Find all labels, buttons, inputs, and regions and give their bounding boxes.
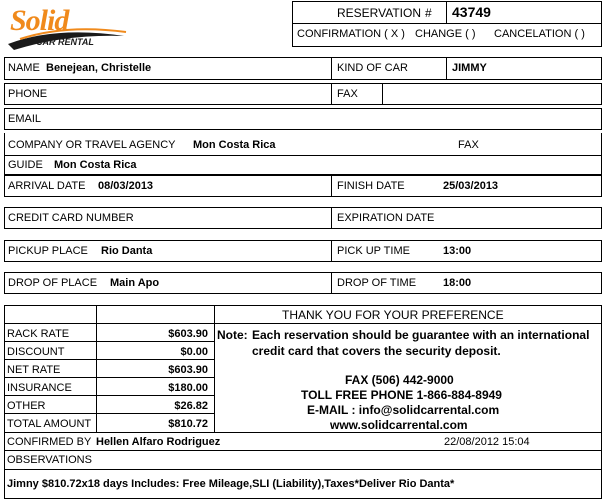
pickup-row <box>4 240 602 262</box>
confirmed-by-value: Hellen Alfaro Rodriguez <box>96 436 221 448</box>
confirmed-by-label: CONFIRMED BY <box>7 436 92 448</box>
arrival-date-value: 08/03/2013 <box>98 180 154 192</box>
credit-card-label: CREDIT CARD NUMBER <box>8 212 134 224</box>
dates-row <box>4 175 602 197</box>
observations-row <box>4 451 602 499</box>
fax-label: FAX <box>337 88 358 100</box>
logo-subtitle: CAR RENTAL <box>36 37 94 47</box>
pickup-place-value: Rio Danta <box>101 245 153 257</box>
rate-value: $603.90 <box>168 328 208 340</box>
rate-value: $603.90 <box>168 364 208 376</box>
guide-value: Mon Costa Rica <box>54 159 137 171</box>
kind-of-car-label: KIND OF CAR <box>337 62 408 74</box>
rate-value: $810.72 <box>168 418 208 430</box>
guide-label: GUIDE <box>8 159 43 171</box>
phone-row <box>4 83 602 105</box>
confirmation-option[interactable]: CONFIRMATION ( X ) <box>297 28 405 40</box>
change-option[interactable]: CHANGE ( ) <box>415 28 476 40</box>
drop-place-label: DROP OF PLACE <box>8 277 98 289</box>
rate-label: RACK RATE <box>7 328 70 340</box>
rate-label: OTHER <box>7 400 46 412</box>
reservation-number: 43749 <box>452 4 491 20</box>
drop-time-label: DROP OF TIME <box>337 277 417 289</box>
arrival-date-label: ARRIVAL DATE <box>8 180 86 192</box>
logo-wordmark: Solid <box>10 4 69 37</box>
rate-value: $0.00 <box>180 346 208 358</box>
pickup-time-value: 13:00 <box>443 245 472 257</box>
rate-value: $180.00 <box>168 382 208 394</box>
finish-date-value: 25/03/2013 <box>443 180 499 192</box>
email-label: EMAIL <box>8 113 42 125</box>
note-line-1: Each reservation should be guarantee with an international <box>252 328 590 342</box>
agency-fax-label: FAX <box>458 139 479 151</box>
thank-you-heading: THANK YOU FOR YOUR PREFERENCE <box>282 308 504 322</box>
observations-label: OBSERVATIONS <box>7 454 92 466</box>
cancelation-option[interactable]: CANCELATION ( ) <box>494 28 585 40</box>
pickup-time-label: PICK UP TIME <box>337 245 410 257</box>
rate-label: NET RATE <box>7 364 61 376</box>
agency-value: Mon Costa Rica <box>193 139 276 151</box>
contact-email[interactable]: E-MAIL : info@solidcarrental.com <box>307 403 500 417</box>
email-row <box>4 108 602 130</box>
company-logo <box>6 6 131 52</box>
rate-label: INSURANCE <box>7 382 72 394</box>
reservation-hash: # <box>425 6 432 20</box>
pickup-place-label: PICKUP PLACE <box>8 245 88 257</box>
finish-date-label: FINISH DATE <box>337 180 405 192</box>
contact-fax: FAX (506) 442-9000 <box>345 373 454 387</box>
reservation-label: RESERVATION <box>337 6 422 20</box>
rate-label: TOTAL AMOUNT <box>7 418 92 430</box>
contact-website[interactable]: www.solidcarrental.com <box>330 418 468 432</box>
observations-text: Jimny $810.72x18 days Includes: Free Mileage,SLI (Liability),Taxes*Deliver Rio Danta* <box>7 478 455 490</box>
name-value: Benejean, Christelle <box>46 62 152 74</box>
contact-toll-free: TOLL FREE PHONE 1-866-884-8949 <box>301 388 502 402</box>
drop-time-value: 18:00 <box>443 277 472 289</box>
note-prefix: Note: <box>217 328 248 342</box>
confirmed-timestamp: 22/08/2012 15:04 <box>444 436 530 448</box>
name-label: NAME <box>8 62 40 74</box>
drop-place-value: Main Apo <box>110 277 160 289</box>
kind-of-car-value: JIMMY <box>452 62 487 74</box>
phone-label: PHONE <box>8 88 48 100</box>
rate-label: DISCOUNT <box>7 346 65 358</box>
note-line-2: credit card that covers the security deposit. <box>252 344 501 358</box>
rate-value: $26.82 <box>174 400 208 412</box>
expiration-date-label: EXPIRATION DATE <box>337 212 435 224</box>
agency-label: COMPANY OR TRAVEL AGENCY <box>8 139 176 151</box>
